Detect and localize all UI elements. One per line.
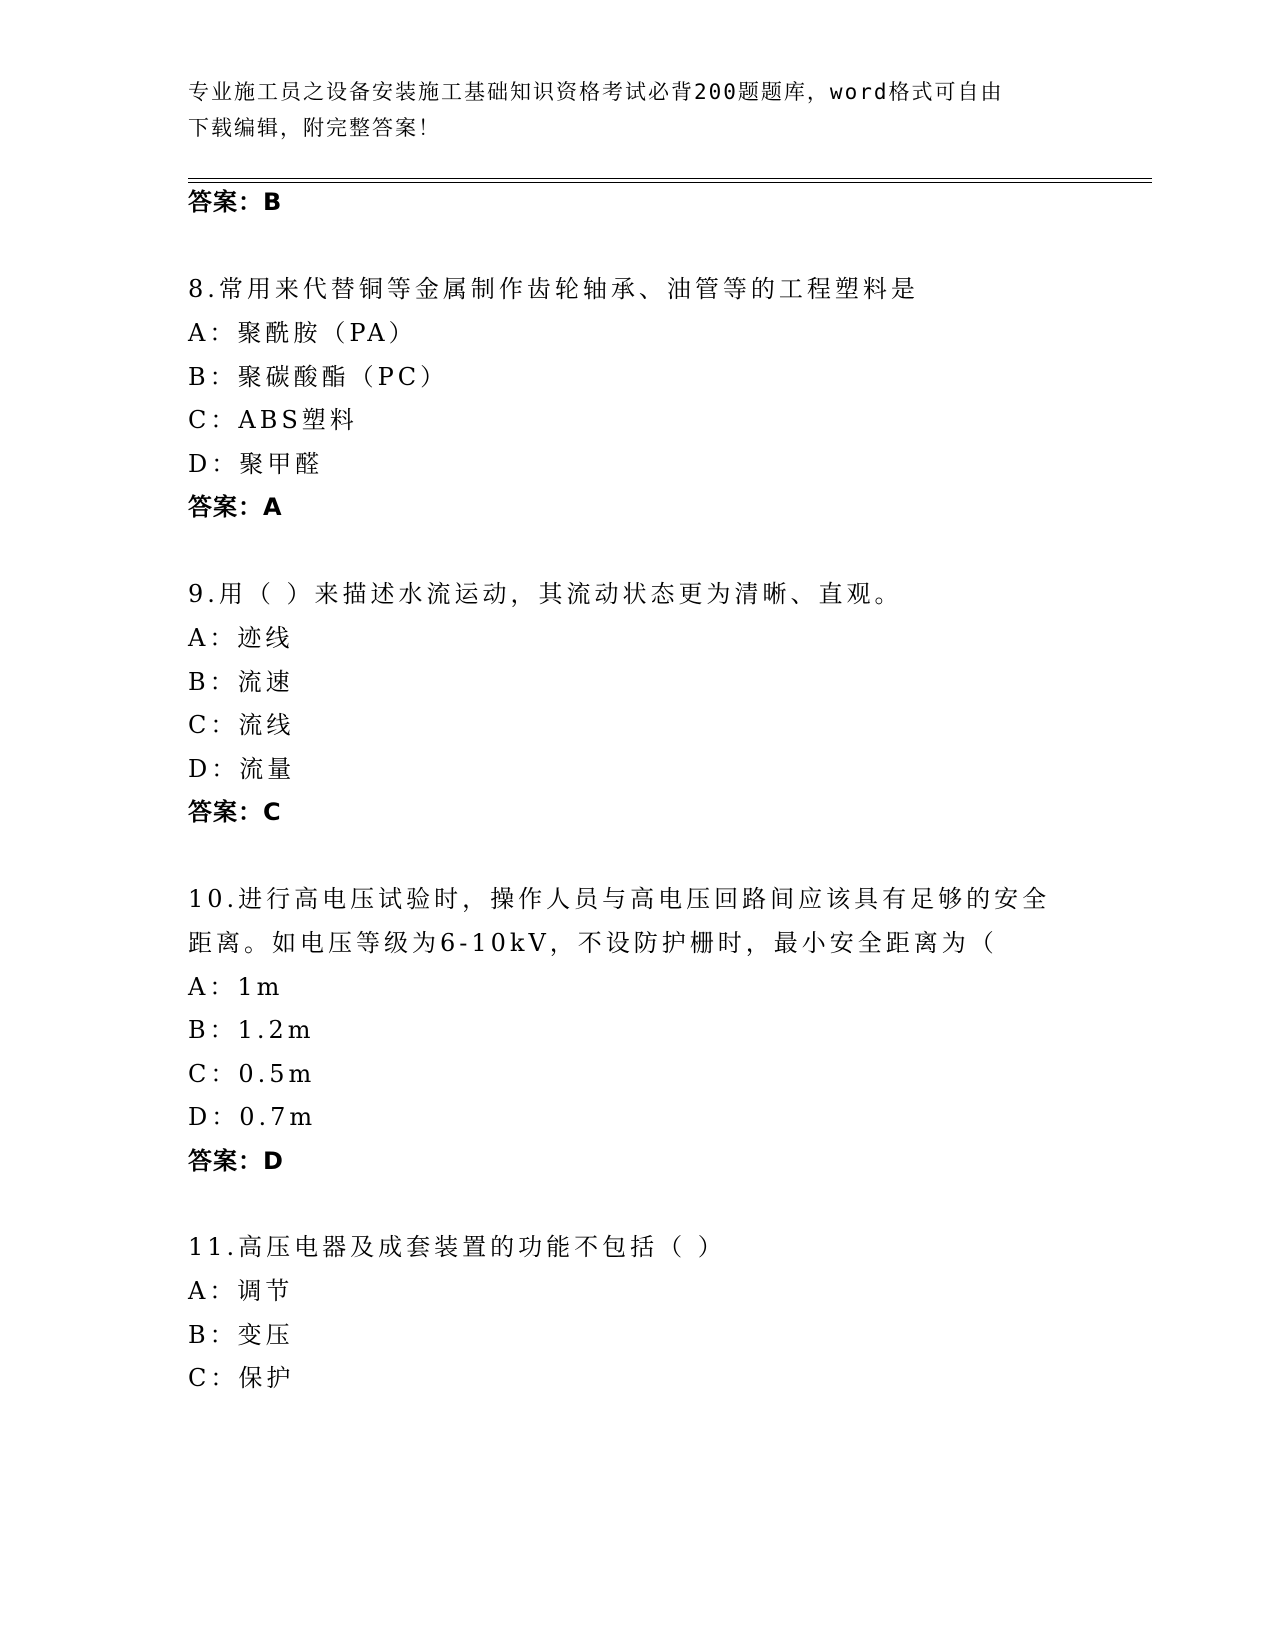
question-9-option-b: B：流速 — [188, 668, 294, 696]
question-9-stem: 9.用（ ）来描述水流运动，其流动状态更为清晰、直观。 — [188, 580, 903, 608]
question-9-option-d: D：流量 — [188, 755, 296, 783]
question-8-answer: 答案：A — [188, 493, 283, 521]
question-10-stem-line-1: 10.进行高电压试验时，操作人员与高电压回路间应该具有足够的安全 — [188, 885, 1051, 913]
question-10-option-c: C：0.5m — [188, 1060, 316, 1088]
question-11-option-c: C：保护 — [188, 1364, 295, 1392]
question-10-option-a: A：1m — [188, 973, 284, 1001]
question-11-stem: 11.高压电器及成套装置的功能不包括（ ） — [188, 1233, 726, 1261]
document-header — [188, 74, 1088, 146]
question-10-stem-line-2: 距离。如电压等级为6-10kV，不设防护栅时，最小安全距离为（ — [188, 929, 998, 957]
question-8-stem: 8.常用来代替铜等金属制作齿轮轴承、油管等的工程塑料是 — [188, 275, 919, 303]
question-8-option-c: C：ABS塑料 — [188, 406, 358, 434]
header-divider-top — [188, 178, 1152, 179]
question-10-option-d: D：0.7m — [188, 1103, 317, 1131]
answer-previous: 答案：B — [188, 188, 283, 216]
question-9-option-c: C：流线 — [188, 711, 295, 739]
question-11-option-a: A：调节 — [188, 1277, 294, 1305]
question-8-option-a: A：聚酰胺（PA） — [188, 319, 417, 347]
header-line-2: 下载编辑，附完整答案！ — [188, 116, 441, 140]
question-10-answer: 答案：D — [188, 1147, 284, 1175]
header-divider-bottom — [188, 182, 1152, 183]
header-line-1: 专业施工员之设备安装施工基础知识资格考试必背200题题库，word格式可自由 — [188, 80, 1004, 104]
question-11-option-b: B：变压 — [188, 1321, 294, 1349]
question-8-option-b: B：聚碳酸酯（PC） — [188, 363, 449, 391]
question-8-option-d: D：聚甲醛 — [188, 450, 324, 478]
question-10-option-b: B：1.2m — [188, 1016, 315, 1044]
question-9-option-a: A：迹线 — [188, 624, 294, 652]
question-9-answer: 答案：C — [188, 798, 282, 826]
